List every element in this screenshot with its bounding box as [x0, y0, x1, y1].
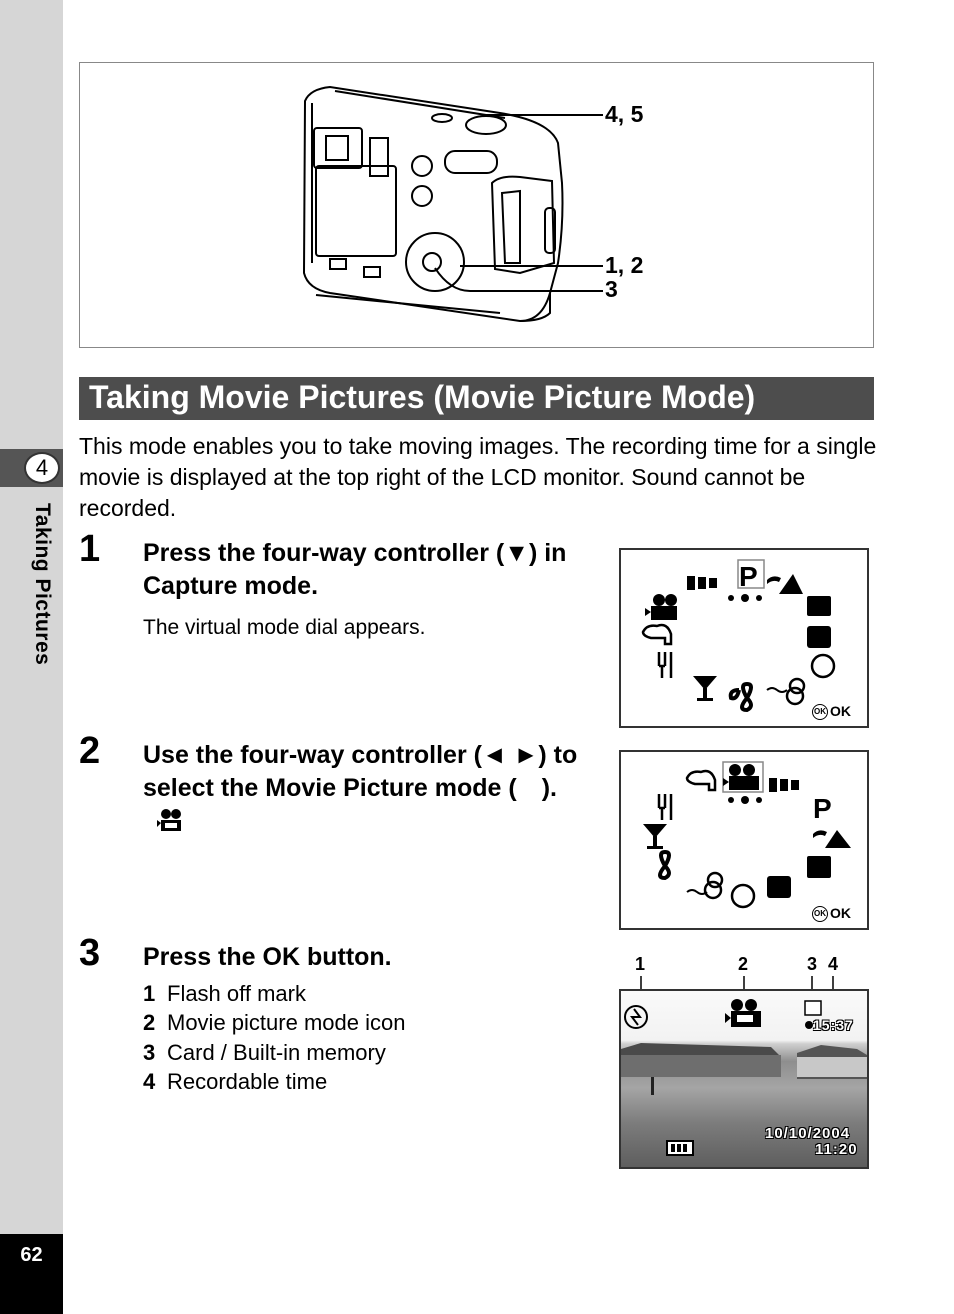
chapter-number: 4	[24, 452, 60, 484]
mode-dial-icons-2	[621, 752, 867, 928]
photo-label-2: 2	[738, 954, 749, 974]
step-1-body: The virtual mode dial appears.	[143, 616, 426, 639]
ok-indicator-2: OK OK	[814, 904, 851, 921]
page-number: 62	[20, 1244, 43, 1266]
callout-4-5: 4, 5	[605, 101, 644, 127]
page-title: Taking Movie Pictures (Movie Picture Mode)	[89, 379, 756, 415]
movie-capture-screen	[619, 952, 869, 1170]
photo-preview	[619, 989, 869, 1169]
photo-label-4: 4	[828, 954, 839, 974]
time-stamp: 11:20	[815, 1141, 858, 1158]
step-3-heading: Press the OK button.	[143, 943, 392, 971]
step-3-number: 3	[79, 932, 101, 974]
step-1-heading: Press the four-way controller (▼) in Capture mode.	[143, 539, 567, 600]
photo-label-1: 1	[635, 954, 646, 974]
date-stamp: 10/10/2004	[765, 1125, 851, 1142]
mode-dial-icons-1	[621, 550, 867, 726]
chapter-label: Taking Pictures	[31, 503, 54, 666]
legend-item: 3 Card / Built-in memory	[143, 1040, 386, 1065]
legend-item: 1 Flash off mark	[143, 981, 306, 1006]
mode-dial-screen-1	[619, 548, 869, 728]
mode-p-letter-2: P	[813, 793, 832, 824]
callout-1-2: 1, 2	[605, 252, 644, 278]
callout-3: 3	[605, 276, 618, 302]
step-2-number: 2	[79, 730, 101, 772]
ok-indicator: OK OK	[814, 702, 851, 719]
step-1-number: 1	[79, 528, 101, 570]
legend-item: 2 Movie picture mode icon	[143, 1010, 406, 1035]
step-2-heading: Use the four-way controller (◄ ►) to select the Movie Picture mode ( ).	[143, 741, 578, 802]
intro-paragraph: This mode enables you to take moving images. The recording time for a single movie is displayed at the top right of the LCD monitor. Sound cannot be recorded.	[79, 433, 877, 521]
camera-figure	[79, 62, 874, 348]
photo-label-3: 3	[807, 954, 818, 974]
mode-dial-screen-2	[619, 750, 869, 930]
recordable-time: 15:37	[813, 1017, 854, 1033]
mode-p-letter: P	[739, 561, 758, 592]
legend-item: 4 Recordable time	[143, 1069, 328, 1094]
movie-mode-icon	[157, 808, 183, 832]
camera-illustration	[80, 63, 875, 349]
